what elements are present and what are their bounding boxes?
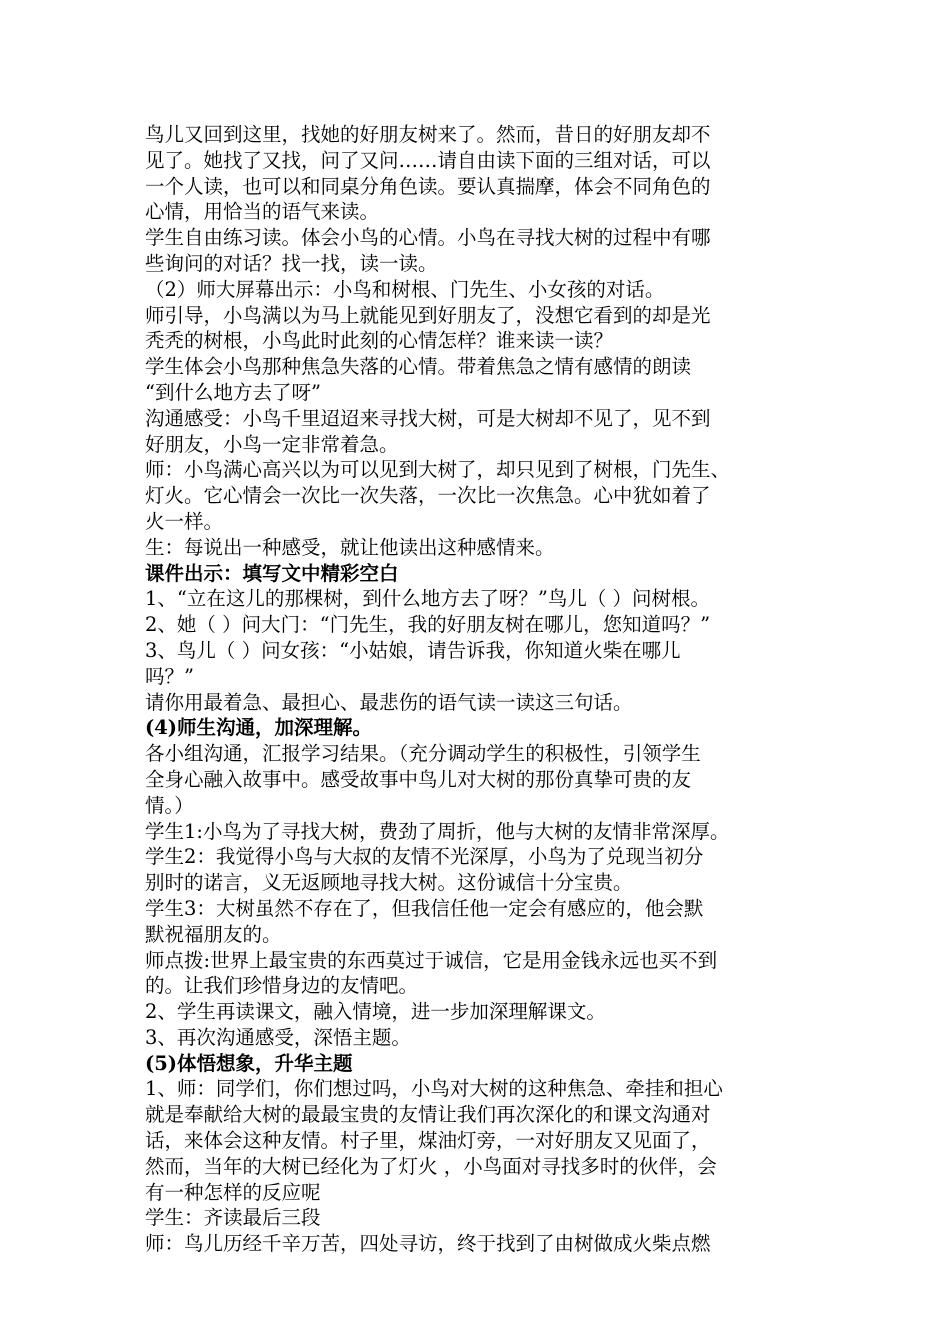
text-line: 鸟儿又回到这里，找她的好朋友树来了。然而，昔日的好朋友却不 bbox=[145, 123, 711, 146]
text-line: 火一样。 bbox=[145, 509, 224, 533]
text-line: “到什么地方去了呀” bbox=[145, 380, 321, 404]
section-heading-line: 课件出示：填写文中精彩空白 bbox=[145, 561, 399, 585]
text-line: 吗？” bbox=[145, 664, 194, 688]
text-line: 1、师：同学们，你们想过吗，小鸟对大树的这种焦急、牵挂和担心 bbox=[145, 1077, 723, 1101]
text-line: 一个人读，也可以和同桌分角色读。要认真揣摩，体会不同角色的 bbox=[145, 174, 711, 198]
text-line: 学生2：我觉得小鸟与大叔的友情不光深厚，小鸟为了兑现当初分 bbox=[145, 845, 704, 869]
text-line: 3、再次沟通感受，深悟主题。 bbox=[145, 1025, 411, 1049]
section-heading-line: (5)体悟想象，升华主题 bbox=[145, 1051, 353, 1075]
text-line: 沟通感受：小鸟千里迢迢来寻找大树，可是大树却不见了，见不到 bbox=[145, 406, 711, 430]
text-line: 然而，当年的大树已经化为了灯火 ，小鸟面对寻找多时的伙伴，会 bbox=[145, 1154, 717, 1178]
text-line: 别时的诺言，义无返顾地寻找大树。这份诚信十分宝贵。 bbox=[145, 871, 633, 895]
text-line: 学生自由练习读。体会小鸟的心情。小鸟在寻找大树的过程中有哪 bbox=[145, 226, 711, 250]
text-line: 学生体会小鸟那种焦急失落的心情。带着焦急之情有感情的朗读 bbox=[145, 355, 692, 379]
text-line: 师引导，小鸟满以为马上就能见到好朋友了，没想它看到的却是光 bbox=[145, 303, 711, 327]
text-line: 师：鸟儿历经千辛万苦，四处寻访，终于找到了由树做成火柴点燃 bbox=[145, 1232, 711, 1256]
text-line: 3、鸟儿（ ）问女孩：“小姑娘，请告诉我，你知道火柴在哪儿 bbox=[145, 638, 681, 662]
text-line: 就是奉献给大树的最最宝贵的友情让我们再次深化的和课文沟通对 bbox=[145, 1103, 711, 1127]
text-line: 见了。她找了又找，问了又问……请自由读下面的三组对话，可以 bbox=[145, 148, 711, 172]
text-line: 学生1:小鸟为了寻找大树，费劲了周折，他与大树的友情非常深厚。 bbox=[145, 819, 730, 843]
text-line: 默祝福朋友的。 bbox=[145, 922, 282, 946]
text-line: 2、学生再读课文，融入情境，进一步加深理解课文。 bbox=[145, 1000, 606, 1024]
text-line: 好朋友，小鸟一定非常着急。 bbox=[145, 432, 399, 456]
text-line: 学生3：大树虽然不存在了，但我信任他一定会有感应的，他会默 bbox=[145, 896, 704, 920]
document-body bbox=[145, 122, 825, 1257]
text-line: 请你用最着急、最担心、最悲伤的语气读一读这三句话。 bbox=[145, 690, 633, 714]
section-heading-line: (4)师生沟通，加深理解。 bbox=[145, 716, 373, 740]
text-line: 全身心融入故事中。感受故事中鸟儿对大树的那份真挚可贵的友 bbox=[145, 767, 692, 791]
text-line: 些询问的对话？找一找，读一读。 bbox=[145, 251, 438, 275]
text-line: 师：小鸟满心高兴以为可以见到大树了，却只见到了树根，门先生、 bbox=[145, 458, 731, 482]
text-line: 灯火。它心情会一次比一次失落，一次比一次焦急。心中犹如着了 bbox=[145, 484, 711, 508]
text-line: 的。让我们珍惜身边的友情吧。 bbox=[145, 974, 419, 998]
text-line: 情。） bbox=[145, 793, 194, 817]
text-line: 2、她（ ）问大门：“门先生，我的好朋友树在哪儿，您知道吗？” bbox=[145, 613, 711, 637]
text-line: 师点拨:世界上最宝贵的东西莫过于诚信，它是用金钱永远也买不到 bbox=[145, 948, 718, 972]
text-line: 秃秃的树根，小鸟此时此刻的心情怎样？谁来读一读？ bbox=[145, 329, 614, 353]
text-line: 学生：齐读最后三段 bbox=[145, 1206, 321, 1230]
text-line: 1、“立在这儿的那棵树，到什么地方去了呀？”鸟儿（ ）问树根。 bbox=[145, 587, 711, 611]
text-line: （2）师大屏幕出示：小鸟和树根、门先生、小女孩的对话。 bbox=[145, 277, 665, 301]
text-line: 有一种怎样的反应呢 bbox=[145, 1180, 321, 1204]
text-line: 各小组沟通，汇报学习结果。（充分调动学生的积极性，引领学生 bbox=[145, 742, 701, 766]
text-line: 心情，用恰当的语气来读。 bbox=[145, 200, 380, 224]
text-line: 话，来体会这种友情。村子里，煤油灯旁，一对好朋友又见面了， bbox=[145, 1129, 711, 1153]
text-line: 生：每说出一种感受，就让他读出这种感情来。 bbox=[145, 535, 555, 559]
